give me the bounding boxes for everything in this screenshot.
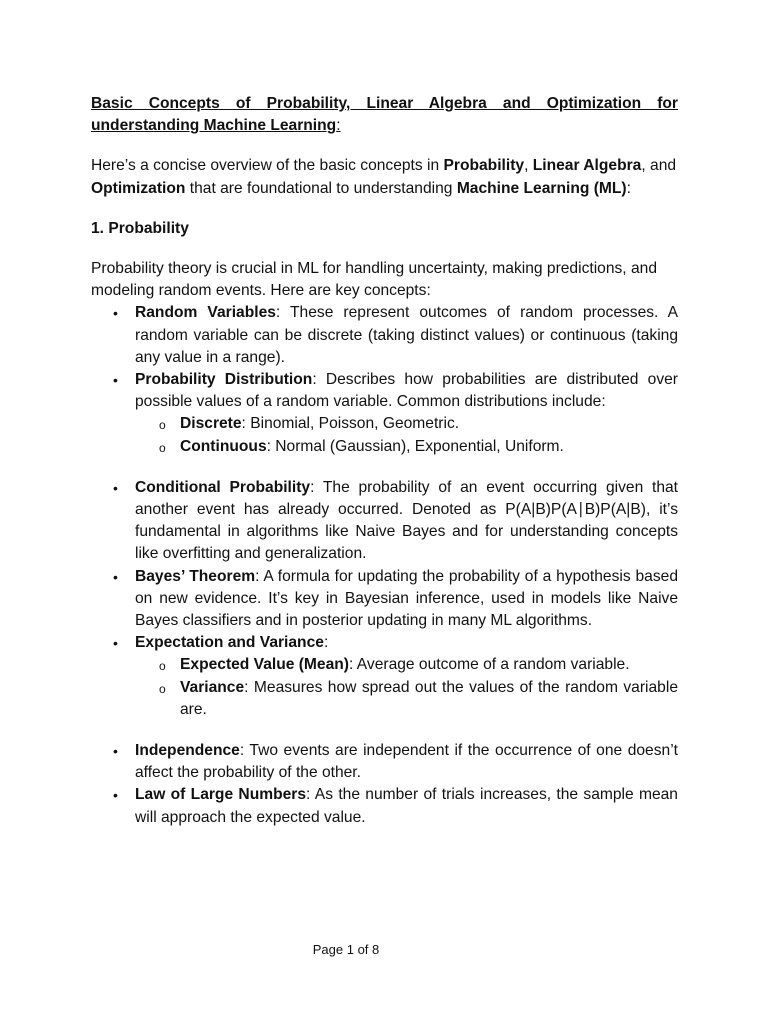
distribution-sublist xyxy=(135,413,678,457)
sub-bullet-icon: o xyxy=(159,681,166,696)
term-probability-distribution: Probability Distribution xyxy=(135,371,313,389)
desc-discrete: : Binomial, Poisson, Geometric. xyxy=(241,415,460,433)
list-item-expectation-variance xyxy=(91,632,678,721)
intro-text-5: : xyxy=(626,179,631,197)
term-discrete: Discrete xyxy=(180,415,242,433)
bullet-icon: • xyxy=(113,635,118,652)
desc-continuous: : Normal (Gaussian), Exponential, Uniform. xyxy=(266,437,564,455)
intro-paragraph xyxy=(91,155,678,199)
term-expected-value: Expected Value (Mean) xyxy=(180,656,349,674)
desc-independence: : Two events are independent if the occurrence of one doesn’t affect the probability of the other. xyxy=(135,742,678,782)
desc-variance: : Measures how spread out the values of the random variable are. xyxy=(180,678,678,718)
intro-text-3: , and xyxy=(641,157,677,175)
intro-term-linear-algebra: Linear Algebra xyxy=(532,157,642,175)
term-independence: Independence xyxy=(135,742,240,760)
expectation-sublist xyxy=(135,654,678,721)
list-item-probability-distribution xyxy=(91,369,678,458)
document-page xyxy=(91,93,678,829)
sub-bullet-icon: o xyxy=(159,418,166,433)
bullet-icon: • xyxy=(113,568,118,585)
desc-law-of-large-numbers: : As the number of trials increases, the sample mean will approach the expected value. xyxy=(135,786,678,826)
bullet-icon: • xyxy=(113,743,118,760)
section-heading: 1. Probability xyxy=(91,219,189,237)
intro-text-4: that are foundational to understanding xyxy=(185,179,457,197)
bullet-icon: • xyxy=(113,479,118,496)
desc-expected-value: : Average outcome of a random variable. xyxy=(349,656,630,674)
section-intro: Probability theory is crucial in ML for handling uncertainty, making predictions, and modeling random events. Here are key concepts: xyxy=(91,260,657,300)
sublist-item-expected-value xyxy=(135,654,678,676)
list-item-conditional-probability xyxy=(91,477,678,566)
intro-text-2: , xyxy=(524,157,533,175)
list-item-independence xyxy=(91,740,678,784)
concept-list xyxy=(91,302,678,828)
document-title-suffix: : xyxy=(336,117,341,135)
bullet-icon: • xyxy=(113,372,118,389)
bullet-icon: • xyxy=(113,787,118,804)
sublist-item-discrete xyxy=(135,413,678,435)
intro-term-machine-learning: Machine Learning (ML) xyxy=(456,179,627,197)
list-item-law-of-large-numbers xyxy=(91,784,678,828)
term-bayes-theorem: Bayes’ Theorem xyxy=(135,567,256,585)
desc-bayes-theorem: : A formula for updating the probability of a hypothesis based on new evidence. It’s key in Bayesian inference, used in models like Naive Bayes classifiers and in posterior updating in many ML algorithms. xyxy=(135,567,678,630)
desc-expectation-variance: : xyxy=(323,634,329,652)
sub-bullet-icon: o xyxy=(159,440,166,455)
term-random-variables: Random Variables xyxy=(135,304,276,322)
list-item-bayes-theorem xyxy=(91,566,678,633)
term-continuous: Continuous xyxy=(180,437,267,455)
term-law-of-large-numbers: Law of Large Numbers xyxy=(135,786,307,804)
term-variance: Variance xyxy=(180,678,245,696)
intro-text-1: Here’s a concise overview of the basic concepts in xyxy=(91,157,444,175)
intro-term-probability: Probability xyxy=(443,157,525,175)
sub-bullet-icon: o xyxy=(159,659,166,674)
term-expectation-variance: Expectation and Variance xyxy=(135,634,324,652)
page-number-footer: Page 1 of 8 xyxy=(312,942,380,957)
desc-conditional-probability: : The probability of an event occurring given that another event has already occurred. Denoted as P(A|B)P(A∣B)P(A|B), it’s fundamental in algorithms like Naive Bayes and for understanding concepts like overfitting and generalization. xyxy=(135,478,679,563)
bullet-icon: • xyxy=(113,305,118,322)
list-item-random-variables xyxy=(91,302,678,369)
desc-random-variables: : These represent outcomes of random processes. A random variable can be discrete (taking distinct values) or continuous (taking any value in a range). xyxy=(135,304,678,366)
intro-term-optimization: Optimization xyxy=(91,179,186,197)
sublist-item-continuous xyxy=(135,436,678,458)
term-conditional-probability: Conditional Probability xyxy=(135,478,311,496)
document-title xyxy=(91,93,678,137)
sublist-item-variance xyxy=(135,677,678,721)
document-title-text: Basic Concepts of Probability, Linear Algebra and Optimization for understanding Machine Learning xyxy=(91,95,678,135)
desc-probability-distribution: : Describes how probabilities are distributed over possible values of a random variable. Common distributions include: xyxy=(135,371,679,411)
